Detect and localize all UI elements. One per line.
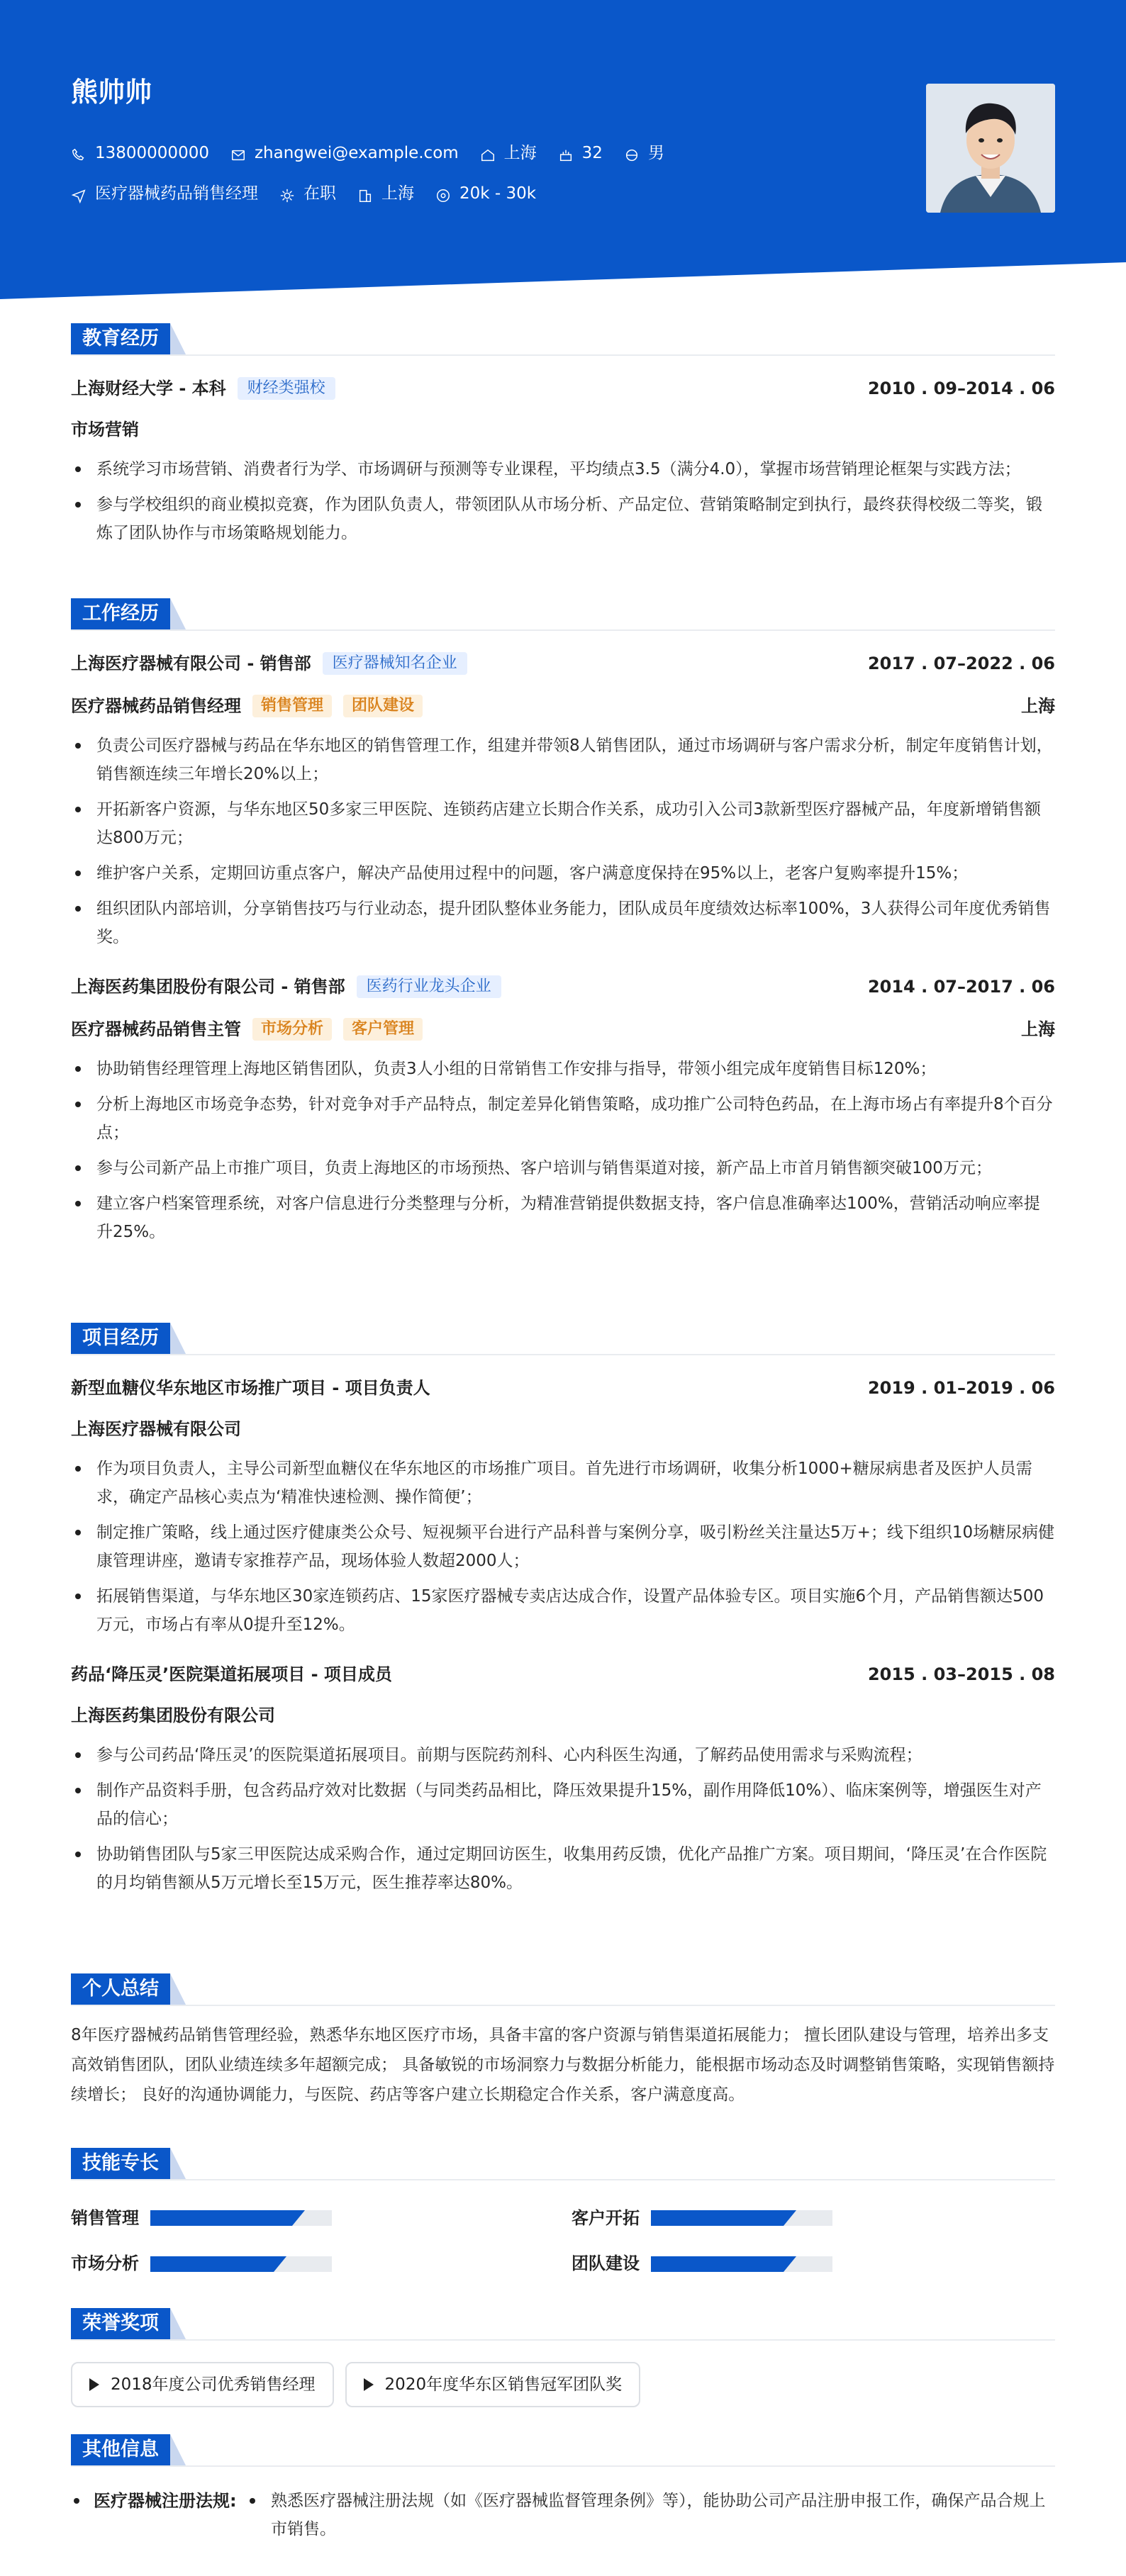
skill-item xyxy=(71,2250,572,2277)
age-text: 32 xyxy=(581,144,603,162)
skill-bar-fill xyxy=(651,2210,784,2226)
other-title: 其他信息 xyxy=(71,2434,170,2465)
company-badge: 医疗器械知名企业 xyxy=(323,652,467,675)
section-title xyxy=(71,2434,1055,2467)
cake-icon xyxy=(558,145,574,161)
job-head xyxy=(71,651,1055,676)
project-entry xyxy=(71,1375,1055,1639)
honor-item xyxy=(71,2362,334,2407)
section-title xyxy=(71,598,1055,631)
list-item: 作为项目负责人，主导公司新型血糖仪在华东地区的市场推广项目。首先进行市场调研，收集分析1000+糖尿病患者及医护人员需求，确定产品核心卖点为‘精准快速检测、操作简便’； xyxy=(71,1455,1055,1511)
intention-row xyxy=(71,181,557,207)
summary-text: 8年医疗器械药品销售管理经验，熟悉华东地区医疗市场，具备丰富的客户资源与销售渠道拓展能力； 擅长团队建设与管理，培养出多支高效销售团队，团队业绩连续多年超额完成； 具备敏锐的市场洞察力与数据分析能力，能根据市场动态及时调整销售策略，实现销售额持续增长； 良好的沟通协调能力，与医院、药店等客户建立长期稳定合作关系，客户满意度高。 xyxy=(71,2026,1055,2104)
job-entry xyxy=(71,974,1055,1246)
project-name: 新型血糖仪华东地区市场推广项目 - 项目负责人 xyxy=(71,1378,430,1398)
job-tag: 市场分析 xyxy=(252,1018,332,1041)
gender-text: 男 xyxy=(647,144,664,162)
mail-icon xyxy=(230,145,246,161)
triangle-icon xyxy=(89,2378,99,2391)
job-role: 医疗器械药品销售主管 xyxy=(71,1019,241,1039)
target-city-item xyxy=(357,181,414,207)
gear-icon xyxy=(279,186,295,201)
section-title xyxy=(71,1973,1055,2006)
project-bullets xyxy=(71,1455,1055,1639)
location-item xyxy=(480,140,537,167)
location-text: 上海 xyxy=(503,144,537,162)
list-item: 拓展销售渠道，与华东地区30家连锁药店、15家医疗器械专卖店达成合作，设置产品体验专区。项目实施6个月，产品销售额达500万元，市场占有率从0提升至12%。 xyxy=(71,1582,1055,1639)
projects-section xyxy=(71,1323,1055,1904)
job-entry xyxy=(71,651,1055,951)
honor-item xyxy=(345,2362,641,2407)
school-name: 上海财经大学 - 本科 xyxy=(71,379,226,398)
education-bullets xyxy=(71,455,1055,547)
project-head xyxy=(71,1662,1055,1687)
skill-bar-fill xyxy=(150,2210,292,2226)
avatar xyxy=(926,84,1055,213)
education-entry-head xyxy=(71,376,1055,401)
project-head xyxy=(71,1375,1055,1401)
avatar-photo xyxy=(926,84,1055,213)
phone-text: 13800000000 xyxy=(95,144,209,162)
salary-item xyxy=(435,181,536,207)
skill-item xyxy=(572,2205,1055,2231)
list-item: 系统学习市场营销、消费者行为学、市场调研与预测等专业课程，平均绩点3.5（满分4.0），掌握市场营销理论框架与实践方法； xyxy=(71,455,1055,483)
email-text: zhangwei@example.com xyxy=(254,144,459,162)
list-item: 维护客户关系，定期回访重点客户，解决产品使用过程中的问题，客户满意度保持在95%以上，老客户复购率提升15%； xyxy=(71,859,1055,887)
section-title xyxy=(71,1323,1055,1355)
salary-text: 20k - 30k xyxy=(459,184,537,203)
job-period: 2017 . 07–2022 . 06 xyxy=(867,654,1055,673)
list-item: 协助销售团队与5家三甲医院达成采购合作，通过定期回访医生，收集用药反馈，优化产品推广方案。项目期间，‘降压灵’在合作医院的月均销售额从5万元增长至15万元，医生推荐率达80%。 xyxy=(71,1840,1055,1897)
job-tag: 团队建设 xyxy=(343,695,423,717)
skill-bar-fill xyxy=(150,2256,274,2272)
skill-label: 客户开拓 xyxy=(572,2208,640,2228)
education-period: 2010 . 09–2014 . 06 xyxy=(867,379,1055,398)
summary-section xyxy=(71,1973,1055,2110)
education-section xyxy=(71,323,1055,554)
honors-section xyxy=(71,2308,1055,2407)
project-name: 药品‘降压灵’医院渠道拓展项目 - 项目成员 xyxy=(71,1664,392,1684)
job-tag: 销售管理 xyxy=(252,695,332,717)
target-job-item xyxy=(71,181,258,207)
list-item: 开拓新客户资源，与华东地区50多家三甲医院、连锁药店建立长期合作关系，成功引入公司3款新型医疗器械产品，年度新增销售额达800万元； xyxy=(71,795,1055,852)
summary-title: 个人总结 xyxy=(71,1973,170,2005)
send-icon xyxy=(71,186,87,201)
gender-item xyxy=(624,140,664,167)
triangle-icon xyxy=(364,2378,374,2391)
skill-bar xyxy=(651,2210,832,2226)
honor-label: 2020年度华东区销售冠军团队奖 xyxy=(384,2375,623,2394)
projects-title: 项目经历 xyxy=(71,1323,170,1354)
status-text: 在职 xyxy=(303,184,336,203)
school-badge: 财经类强校 xyxy=(238,377,335,400)
honors-list xyxy=(71,2362,1055,2407)
company-name: 上海医药集团股份有限公司 - 销售部 xyxy=(71,977,345,997)
building-icon xyxy=(357,186,373,201)
work-title: 工作经历 xyxy=(71,598,170,629)
resume-header xyxy=(0,0,1126,312)
skills-title: 技能专长 xyxy=(71,2148,170,2179)
job-city: 上海 xyxy=(1021,696,1055,716)
target-job-text: 医疗器械药品销售经理 xyxy=(95,184,258,203)
honors-title: 荣誉奖项 xyxy=(71,2308,170,2339)
list-item: 参与公司新产品上市推广项目，负责上海地区的市场预热、客户培训与销售渠道对接，新产品上市首月销售额突破100万元； xyxy=(71,1154,1055,1182)
list-item: 参与公司药品‘降压灵’的医院渠道拓展项目。前期与医院药剂科、心内科医生沟通，了解药品使用需求与采购流程； xyxy=(71,1741,1055,1769)
gender-icon xyxy=(624,145,640,161)
company-badge: 医药行业龙头企业 xyxy=(357,975,501,998)
project-org: 上海医疗器械有限公司 xyxy=(71,1419,241,1439)
coin-icon xyxy=(435,186,451,201)
project-org: 上海医药集团股份有限公司 xyxy=(71,1706,275,1725)
list-item: 组织团队内部培训，分享销售技巧与行业动态，提升团队整体业务能力，团队成员年度绩效达标率100%，3人获得公司年度优秀销售奖。 xyxy=(71,895,1055,951)
other-bullets xyxy=(245,2487,1054,2550)
skills-section xyxy=(71,2148,1055,2278)
other-key: 医疗器械注册法规: xyxy=(71,2487,245,2550)
job-role-row xyxy=(71,693,1055,719)
phone-icon xyxy=(71,145,87,161)
status-item xyxy=(279,181,336,207)
other-item xyxy=(71,2487,1055,2550)
job-bullets xyxy=(71,732,1055,951)
work-section xyxy=(71,598,1055,1253)
job-head xyxy=(71,974,1055,999)
honor-label: 2018年度公司优秀销售经理 xyxy=(111,2375,316,2394)
candidate-name: 熊帅帅 xyxy=(71,77,152,108)
list-item: 熟悉医疗器械注册法规（如《医疗器械监督管理条例》等），能协助公司产品注册申报工作，确保产品合规上市销售。 xyxy=(245,2487,1054,2543)
job-bullets xyxy=(71,1055,1055,1246)
skill-item xyxy=(71,2205,572,2231)
company-name: 上海医疗器械有限公司 - 销售部 xyxy=(71,654,311,673)
contact-row xyxy=(71,140,686,167)
skill-item xyxy=(572,2250,1055,2277)
list-item: 建立客户档案管理系统，对客户信息进行分类整理与分析，为精准营销提供数据支持，客户信息准确率达100%，营销活动响应率提升25%。 xyxy=(71,1189,1055,1246)
phone-item xyxy=(71,140,209,167)
skill-bar xyxy=(150,2256,332,2272)
skill-bar-fill xyxy=(651,2256,784,2272)
list-item: 分析上海地区市场竞争态势，针对竞争对手产品特点，制定差异化销售策略，成功推广公司特色药品，在上海市场占有率提升8个百分点； xyxy=(71,1090,1055,1147)
list-item: 负责公司医疗器械与药品在华东地区的销售管理工作，组建并带领8人销售团队，通过市场调研与客户需求分析，制定年度销售计划，销售额连续三年增长20%以上； xyxy=(71,732,1055,788)
skill-label: 市场分析 xyxy=(71,2253,139,2274)
skill-bar xyxy=(150,2210,332,2226)
email-item xyxy=(230,140,459,167)
section-title xyxy=(71,2148,1055,2180)
home-icon xyxy=(480,145,496,161)
section-title xyxy=(71,323,1055,356)
list-item: 协助销售经理管理上海地区销售团队，负责3人小组的日常销售工作安排与指导，带领小组完成年度销售目标120%； xyxy=(71,1055,1055,1083)
skill-label: 销售管理 xyxy=(71,2208,139,2228)
list-item: 制作产品资料手册，包含药品疗效对比数据（与同类药品相比，降压效果提升15%，副作用降低10%）、临床案例等，增强医生对产品的信心； xyxy=(71,1776,1055,1833)
project-bullets xyxy=(71,1741,1055,1897)
age-item xyxy=(558,140,603,167)
job-city: 上海 xyxy=(1021,1019,1055,1039)
job-role-row xyxy=(71,1017,1055,1042)
list-item: 制定推广策略，线上通过医疗健康类公众号、短视频平台进行产品科普与案例分享，吸引粉丝关注量达5万+；线下组织10场糖尿病健康管理讲座，邀请专家推荐产品，现场体验人数超2000人； xyxy=(71,1518,1055,1575)
education-title: 教育经历 xyxy=(71,323,170,354)
project-entry xyxy=(71,1662,1055,1897)
skill-label: 团队建设 xyxy=(572,2253,640,2274)
job-tag: 客户管理 xyxy=(343,1018,423,1041)
skills-grid xyxy=(71,2205,1055,2278)
job-period: 2014 . 07–2017 . 06 xyxy=(867,977,1055,997)
skill-bar xyxy=(651,2256,832,2272)
major-name: 市场营销 xyxy=(71,420,139,439)
target-city-text: 上海 xyxy=(381,184,414,203)
other-section xyxy=(71,2434,1055,2550)
job-role: 医疗器械药品销售经理 xyxy=(71,696,241,716)
project-period: 2015 . 03–2015 . 08 xyxy=(867,1664,1055,1684)
section-title xyxy=(71,2308,1055,2341)
project-period: 2019 . 01–2019 . 06 xyxy=(867,1378,1055,1398)
list-item: 参与学校组织的商业模拟竞赛，作为团队负责人，带领团队从市场分析、产品定位、营销策略制定到执行，最终获得校级二等奖，锻炼了团队协作与市场策略规划能力。 xyxy=(71,491,1055,547)
